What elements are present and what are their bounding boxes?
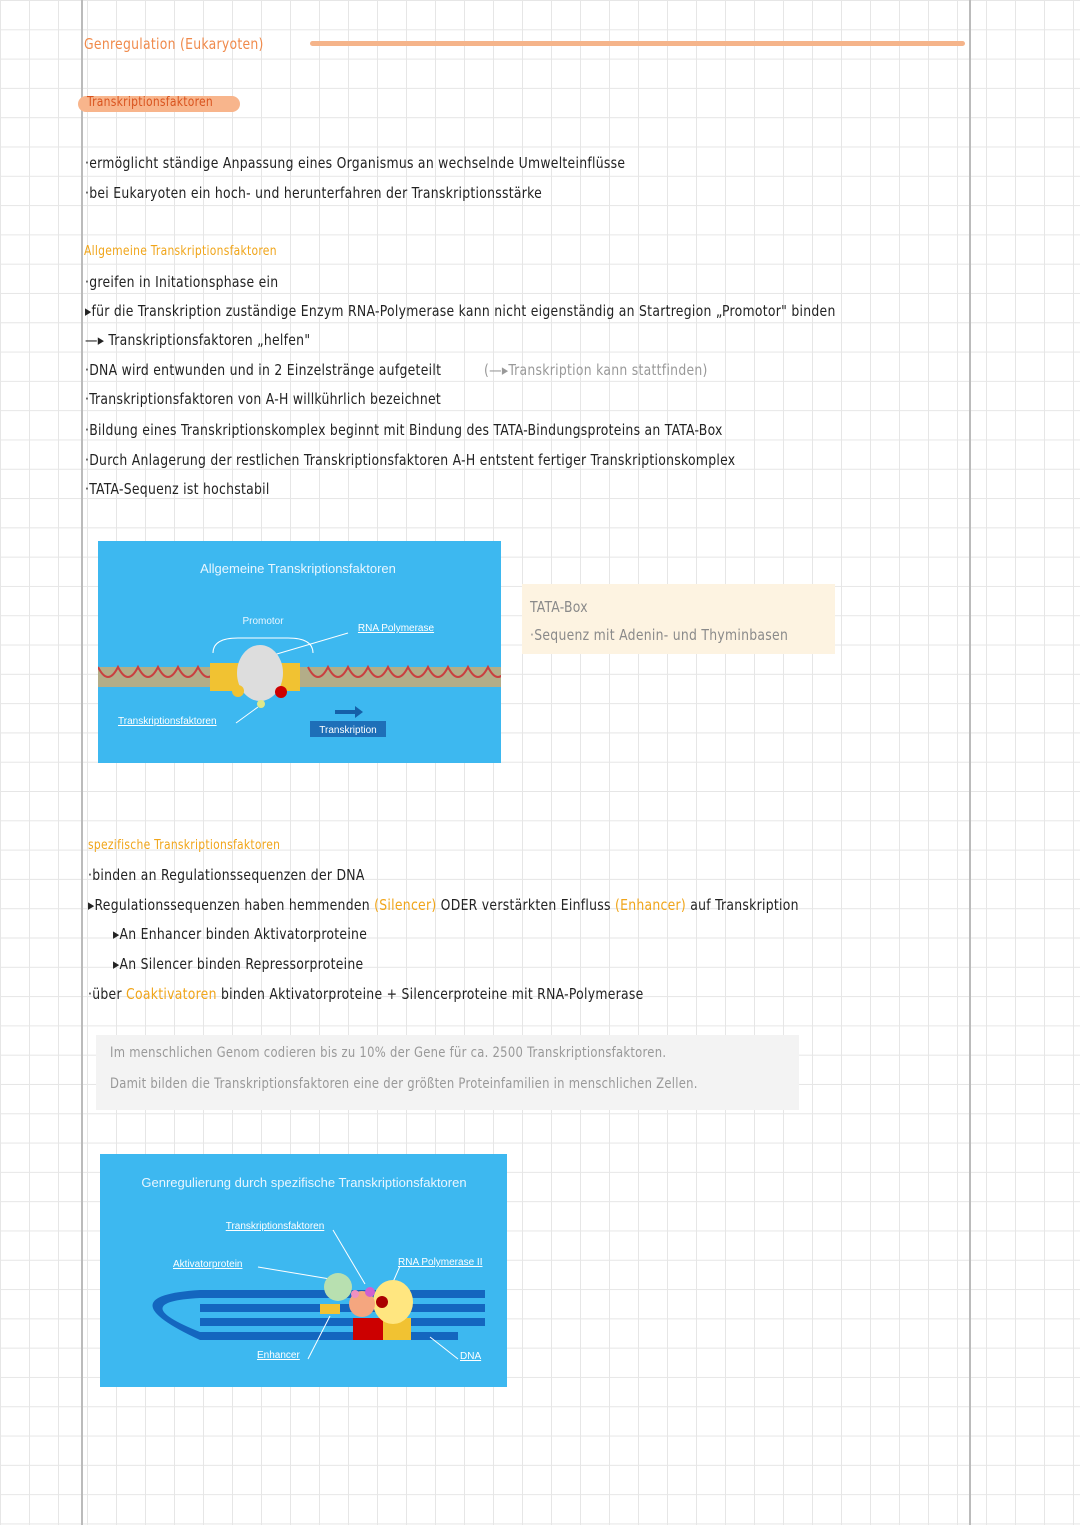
diagram2-title: Genregulierung durch spezifische Transkriptionsfaktoren: [141, 1175, 467, 1190]
diagram1-title: Allgemeine Transkriptionsfaktoren: [200, 561, 396, 576]
diagram-specific-factors: [100, 1154, 507, 1387]
line: [88, 896, 799, 914]
coaktivatoren-term: Coaktivatoren: [126, 985, 217, 1003]
label-polymerase2: RNA Polymerase II: [398, 1257, 483, 1268]
label-factors2: Transkriptionsfaktoren: [225, 1221, 325, 1232]
line: ▸für die Transkription zuständige Enzym RNA-Polymerase kann nicht eigenständig an Startregion „Promotor" binden: [85, 302, 836, 320]
silencer-term: (Silencer): [374, 896, 437, 914]
line: ·Transkriptionsfaktoren von A-H willkührlich bezeichnet: [85, 390, 442, 408]
left-margin-line: [81, 0, 83, 1525]
dna-loop: [153, 1290, 486, 1340]
text: ODER verstärkten Einfluss: [436, 896, 615, 914]
line: ·DNA wird entwunden und in 2 Einzelstränge aufgeteilt: [85, 361, 442, 379]
line: ·Durch Anlagerung der restlichen Transkriptionsfaktoren A-H entstent fertiger Transkriptionskomplex: [85, 451, 736, 469]
heading-spezifische: spezifische Transkriptionsfaktoren: [88, 838, 281, 853]
label-promotor: Promotor: [242, 616, 284, 627]
info-line: Im menschlichen Genom codieren bis zu 10% der Gene für ca. 2500 Transkriptionsfaktoren.: [110, 1045, 667, 1061]
label-enhancer: Enhancer: [257, 1350, 300, 1361]
arrow-icon: [335, 706, 363, 718]
heading-allgemeine: Allgemeine Transkriptionsfaktoren: [84, 244, 277, 259]
text: ·über: [88, 985, 127, 1003]
line: ·binden an Regulationssequenzen der DNA: [88, 866, 365, 884]
section-label-text: Transkriptionsfaktoren: [87, 95, 214, 110]
line: ·greifen in Initationsphase ein: [85, 273, 279, 291]
note-text: ·Sequenz mit Adenin- und Thyminbasen: [530, 626, 789, 644]
line: ▸An Silencer binden Repressorproteine: [113, 955, 364, 973]
diagram-general-factors: [98, 541, 501, 763]
page-title: Genregulation (Eukaryoten): [84, 35, 264, 53]
bullet: ·bei Eukaryoten ein hoch- und herunterfahren der Transkriptionsstärke: [85, 184, 543, 202]
enhancer-term: (Enhancer): [614, 896, 687, 914]
bullet: ·ermöglicht ständige Anpassung eines Organismus an wechselnde Umwelteinflüsse: [85, 154, 626, 172]
line: ▸An Enhancer binden Aktivatorproteine: [113, 925, 368, 943]
line: ·TATA-Sequenz ist hochstabil: [85, 480, 270, 498]
line: ·Bildung eines Transkriptionskomplex beginnt mit Bindung des TATA-Bindungsproteins an TATA-Box: [85, 421, 723, 439]
right-margin-line: [969, 0, 971, 1525]
text: auf Transkription: [686, 896, 799, 914]
text: binden Aktivatorproteine + Silencerproteine mit RNA-Polymerase: [216, 985, 644, 1003]
label-polymerase: RNA Polymerase: [357, 623, 435, 634]
aside-note: (—▸Transkription kann stattfinden): [484, 361, 708, 379]
text: ▸Regulationssequenzen haben hemmenden: [88, 896, 375, 914]
info-line: Damit bilden die Transkriptionsfaktoren eine der größten Proteinfamilien in menschlichen Zellen.: [110, 1076, 698, 1092]
label-activator: Aktivatorprotein: [173, 1259, 243, 1270]
title-underline: [310, 41, 965, 46]
label-dna: DNA: [460, 1351, 482, 1362]
note-title: TATA-Box: [530, 598, 588, 616]
line: —▸ Transkriptionsfaktoren „helfen": [85, 331, 311, 349]
label-transcription: Transkription: [319, 725, 377, 736]
label-factors: Transkriptionsfaktoren: [118, 716, 217, 727]
line: [88, 985, 644, 1003]
